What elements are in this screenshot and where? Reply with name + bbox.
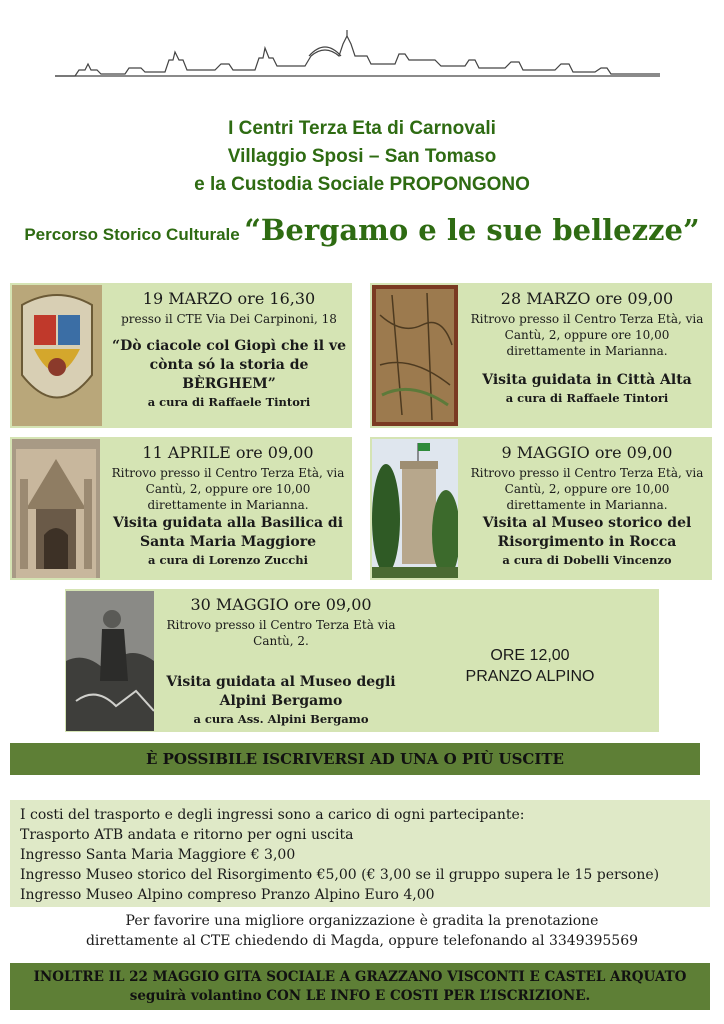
event-date: 11 APRILE ore 09,00 xyxy=(142,443,314,462)
header-line-2: Villaggio Sposi – San Tomaso xyxy=(227,146,497,167)
event-activity-line-2: Alpini Bergamo xyxy=(219,693,343,709)
event-date: 9 MAGGIO ore 09,00 xyxy=(501,443,673,462)
event-meet-line-2: Cantù, 2. xyxy=(253,634,309,648)
lunch-time: ORE 12,00 xyxy=(490,647,570,664)
event-meet-line-3: direttamente in Marianna. xyxy=(147,498,309,512)
header-line-1: I Centri Terza Eta di Carnovali xyxy=(228,118,496,139)
event-meet-line-2: Cantù, 2, oppure ore 10,00 xyxy=(504,328,670,342)
costs-line-5: Ingresso Museo Alpino compreso Pranzo Alpino Euro 4,00 xyxy=(20,887,435,903)
event-meet-line-2: Cantù, 2, oppure ore 10,00 xyxy=(504,482,670,496)
costs-line-2: Trasporto ATB andata e ritorno per ogni uscita xyxy=(20,827,354,843)
lunch-label: PRANZO ALPINO xyxy=(465,668,595,685)
event-activity-line-2: Risorgimento in Rocca xyxy=(497,534,677,550)
event-meet-line-1: Ritrovo presso il Centro Terza Età, via xyxy=(470,466,704,480)
event-date: 30 MAGGIO ore 09,00 xyxy=(190,595,372,614)
event-meet-line-3: direttamente in Marianna. xyxy=(506,344,668,358)
event-meet-line-1: Ritrovo presso il Centro Terza Età, via xyxy=(111,466,345,480)
event-activity-line-1: Visita guidata al Museo degli xyxy=(166,674,396,690)
event-curator: a cura di Raffaele Tintori xyxy=(147,395,311,409)
event-curator: a cura di Dobelli Vincenzo xyxy=(502,553,672,567)
event-card-5 xyxy=(65,589,659,732)
event-activity-line-2: Santa Maria Maggiore xyxy=(139,534,317,550)
event-curator: a cura di Lorenzo Zucchi xyxy=(148,553,308,567)
costs-box xyxy=(10,800,710,907)
costs-line-4: Ingresso Museo storico del Risorgimento €5,00 (€ 3,00 se il gruppo supera le 15 persone) xyxy=(20,867,660,883)
event-curator: a cura di Raffaele Tintori xyxy=(505,391,669,405)
event-card-3 xyxy=(10,437,352,580)
costs-line-1: I costi del trasporto e degli ingressi sono a carico di ogni partecipante: xyxy=(20,807,525,823)
costs-line-3: Ingresso Santa Maria Maggiore € 3,00 xyxy=(20,847,296,863)
event-activity-line-1: Visita guidata in Città Alta xyxy=(482,372,692,388)
enroll-bar: È POSSIBILE ISCRIVERSI AD UNA O PIÙ USCITE xyxy=(10,743,700,775)
event-meet-line-1: Ritrovo presso il Centro Terza Età, via xyxy=(470,312,704,326)
event-activity-line-1: “Dò ciacole col Giopì che il ve xyxy=(112,338,346,354)
city-skyline-illustration xyxy=(55,30,660,82)
event-activity-line-3: BÈRGHEM” xyxy=(182,376,276,392)
booking-line-2: direttamente al CTE chiedendo di Magda, oppure telefonando al 3349395569 xyxy=(85,933,639,949)
coat-of-arms-image xyxy=(12,285,102,426)
event-card-2 xyxy=(370,283,712,428)
event-meet-line-3: direttamente in Marianna. xyxy=(506,498,668,512)
booking-note xyxy=(0,911,724,951)
event-curator: a cura Ass. Alpini Bergamo xyxy=(193,712,369,726)
event-card-1 xyxy=(10,283,352,428)
event-activity-line-1: Visita guidata alla Basilica di xyxy=(112,515,344,531)
basilica-image xyxy=(12,439,100,578)
subtitle xyxy=(0,213,724,247)
event-date: 28 MARZO ore 09,00 xyxy=(500,289,674,308)
footer-bar xyxy=(10,963,710,1010)
header-line-3: e la Custodia Sociale PROPONGONO xyxy=(194,174,530,195)
event-activity-line-2: cònta só la storia de xyxy=(149,357,309,373)
event-meet-line-2: Cantù, 2, oppure ore 10,00 xyxy=(145,482,311,496)
subtitle-prefix: Percorso Storico Culturale xyxy=(24,225,240,244)
event-activity-line-1: Visita al Museo storico del xyxy=(482,515,692,531)
old-map-image xyxy=(372,285,458,426)
event-meet-line-1: Ritrovo presso il Centro Terza Età via xyxy=(166,618,396,632)
rocca-tower-image xyxy=(372,439,458,578)
subtitle-title: “Bergamo e le sue bellezze” xyxy=(244,213,700,247)
event-place: presso il CTE Via Dei Carpinoni, 18 xyxy=(121,312,337,326)
event-card-4 xyxy=(370,437,712,580)
booking-line-1: Per favorire una migliore organizzazione è gradita la prenotazione xyxy=(125,913,599,929)
footer-line-1: INOLTRE IL 22 MAGGIO GITA SOCIALE A GRAZZANO VISCONTI E CASTEL ARQUATO xyxy=(33,969,687,985)
alpini-photo-image xyxy=(66,591,154,731)
footer-line-2: seguirà volantino CON LE INFO E COSTI PER L’ISCRIZIONE. xyxy=(129,988,591,1004)
event-date: 19 MARZO ore 16,30 xyxy=(142,289,316,308)
